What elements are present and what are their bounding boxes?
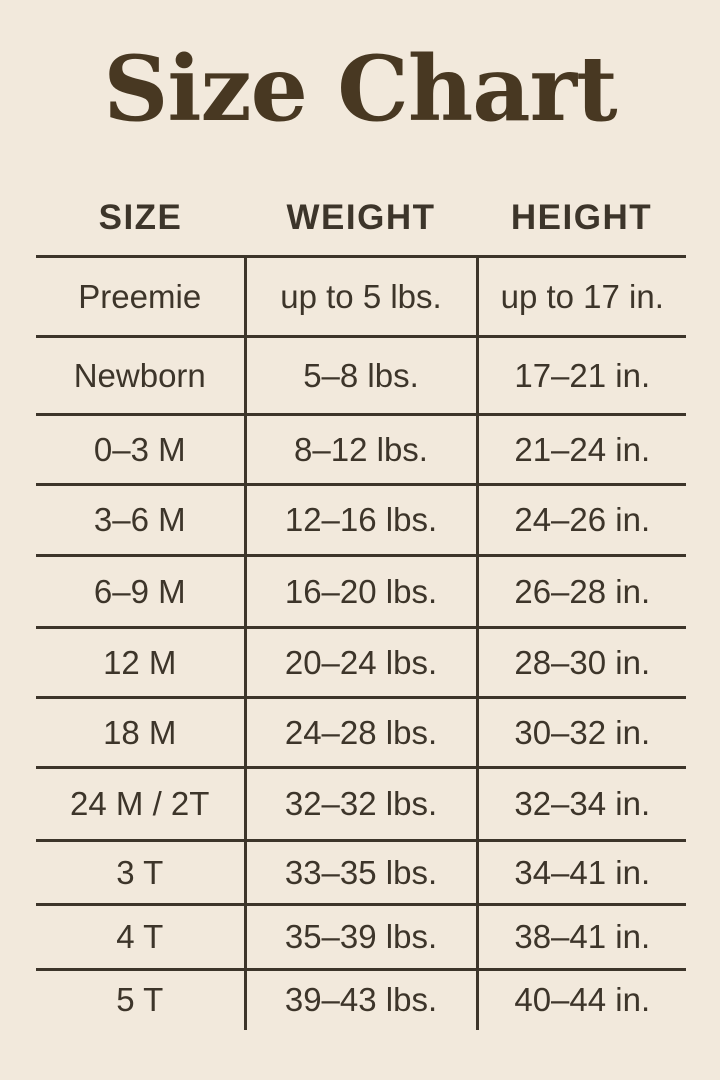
cell-weight: up to 5 lbs. — [245, 257, 477, 337]
cell-weight: 20–24 lbs. — [245, 628, 477, 698]
table-row-newborn — [36, 337, 686, 415]
cell-weight: 12–16 lbs. — [245, 485, 477, 556]
cell-weight: 16–20 lbs. — [245, 556, 477, 628]
cell-weight: 5–8 lbs. — [245, 337, 477, 415]
table-row-5t — [36, 970, 686, 1030]
cell-height: 21–24 in. — [477, 415, 686, 485]
cell-size: Newborn — [36, 337, 245, 415]
cell-height: 17–21 in. — [477, 337, 686, 415]
cell-size: 3 T — [36, 841, 245, 905]
cell-size: 0–3 M — [36, 415, 245, 485]
cell-size: 24 M / 2T — [36, 768, 245, 841]
column-header-height: HEIGHT — [510, 197, 653, 237]
cell-height: 24–26 in. — [477, 485, 686, 556]
cell-size: 6–9 M — [36, 556, 245, 628]
table-row-18m — [36, 698, 686, 768]
cell-height: 34–41 in. — [477, 841, 686, 905]
cell-height: up to 17 in. — [477, 257, 686, 337]
table-row-0-3m — [36, 415, 686, 485]
cell-weight: 8–12 lbs. — [245, 415, 477, 485]
cell-weight: 33–35 lbs. — [245, 841, 477, 905]
cell-height: 28–30 in. — [477, 628, 686, 698]
column-header-weight: WEIGHT — [286, 197, 436, 237]
cell-size: 5 T — [36, 970, 245, 1030]
column-header-size: SIZE — [98, 197, 183, 237]
cell-height: 26–28 in. — [477, 556, 686, 628]
page-title: Size Chart — [103, 36, 617, 142]
table-row-24m-2t — [36, 768, 686, 841]
table-row-3t — [36, 841, 686, 905]
cell-size: Preemie — [36, 257, 245, 337]
cell-size: 12 M — [36, 628, 245, 698]
cell-weight: 35–39 lbs. — [245, 905, 477, 970]
table-header-row — [36, 180, 686, 257]
cell-size: 4 T — [36, 905, 245, 970]
table-row-3-6m — [36, 485, 686, 556]
cell-weight: 24–28 lbs. — [245, 698, 477, 768]
cell-size: 18 M — [36, 698, 245, 768]
cell-size: 3–6 M — [36, 485, 245, 556]
table-row-preemie — [36, 257, 686, 337]
cell-height: 32–34 in. — [477, 768, 686, 841]
cell-weight: 32–32 lbs. — [245, 768, 477, 841]
table-row-4t — [36, 905, 686, 970]
cell-height: 38–41 in. — [477, 905, 686, 970]
cell-height: 40–44 in. — [477, 970, 686, 1030]
table-row-6-9m — [36, 556, 686, 628]
cell-weight: 39–43 lbs. — [245, 970, 477, 1030]
size-chart-table — [36, 180, 686, 1030]
cell-height: 30–32 in. — [477, 698, 686, 768]
table-row-12m — [36, 628, 686, 698]
